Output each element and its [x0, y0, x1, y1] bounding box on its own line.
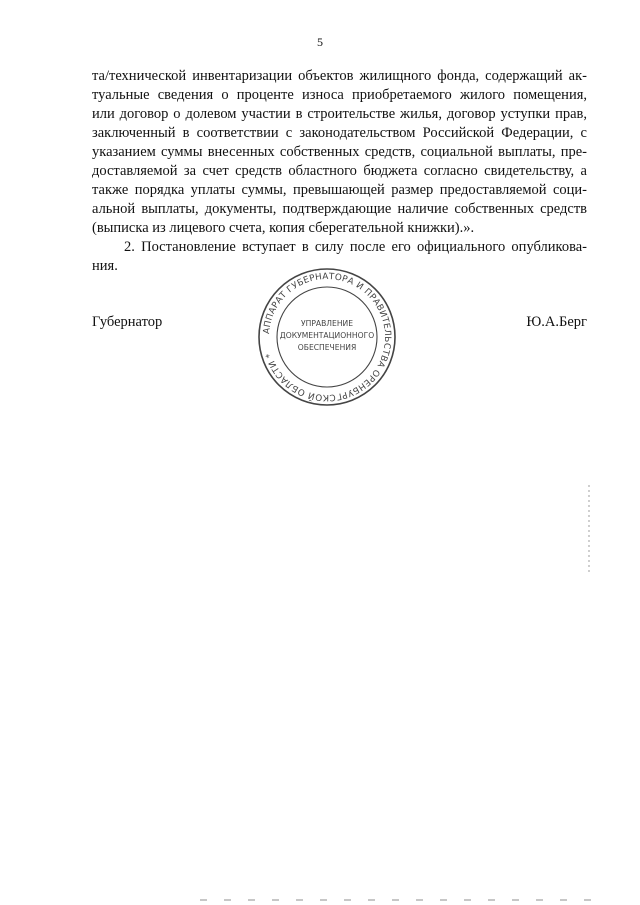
body-line-9: (выписка из лицевого счета, копия сберегательной книжки).». — [92, 220, 475, 236]
stamp-outer-text: АППАРАТ ГУБЕРНАТОРА И ПРАВИТЕЛЬСТВА ОРЕНБУРГСКОЙ ОБЛАСТИ * — [262, 271, 393, 403]
official-stamp — [256, 266, 398, 408]
stamp-inner-line-1: УПРАВЛЕНИЕ — [300, 319, 354, 328]
scan-artifact-bottom-edge — [200, 899, 600, 901]
body-line-5: указанием суммы внесенных собственных средств, социальной выплаты, пре- — [92, 144, 587, 160]
body-line-3: или договор о долевом участии в строительстве жилья, договор уступки прав, — [92, 106, 587, 122]
stamp-inner-line-2: ДОКУМЕНТАЦИОННОГО — [279, 331, 375, 340]
body-line-1: та/технической инвентаризации объектов жилищного фонда, содержащий ак- — [92, 68, 587, 84]
body-line-7: также порядка уплаты суммы, превышающей размер предоставляемой соци- — [92, 182, 587, 198]
scan-artifact-dots — [588, 485, 590, 575]
page-number: 5 — [317, 35, 323, 49]
body-line-6: доставляемой за счет средств областного бюджета согласно свидетельству, а — [92, 163, 587, 179]
paragraph-2-line-2: ния. — [92, 258, 118, 274]
stamp-inner-line-3: ОБЕСПЕЧЕНИЯ — [297, 343, 357, 352]
signature-position: Губернатор — [92, 314, 163, 330]
body-line-8: альной выплаты, документы, подтверждающие наличие собственных средств — [92, 201, 587, 217]
signature-name: Ю.А.Берг — [526, 314, 587, 330]
body-line-2: туальные сведения о проценте износа приобретаемого жилого помещения, — [92, 87, 587, 103]
paragraph-2-line-1: 2. Постановление вступает в силу после его официального опубликова- — [124, 239, 587, 255]
body-line-4: заключенный в соответствии с законодательством Российской Федерации, с — [92, 125, 587, 141]
